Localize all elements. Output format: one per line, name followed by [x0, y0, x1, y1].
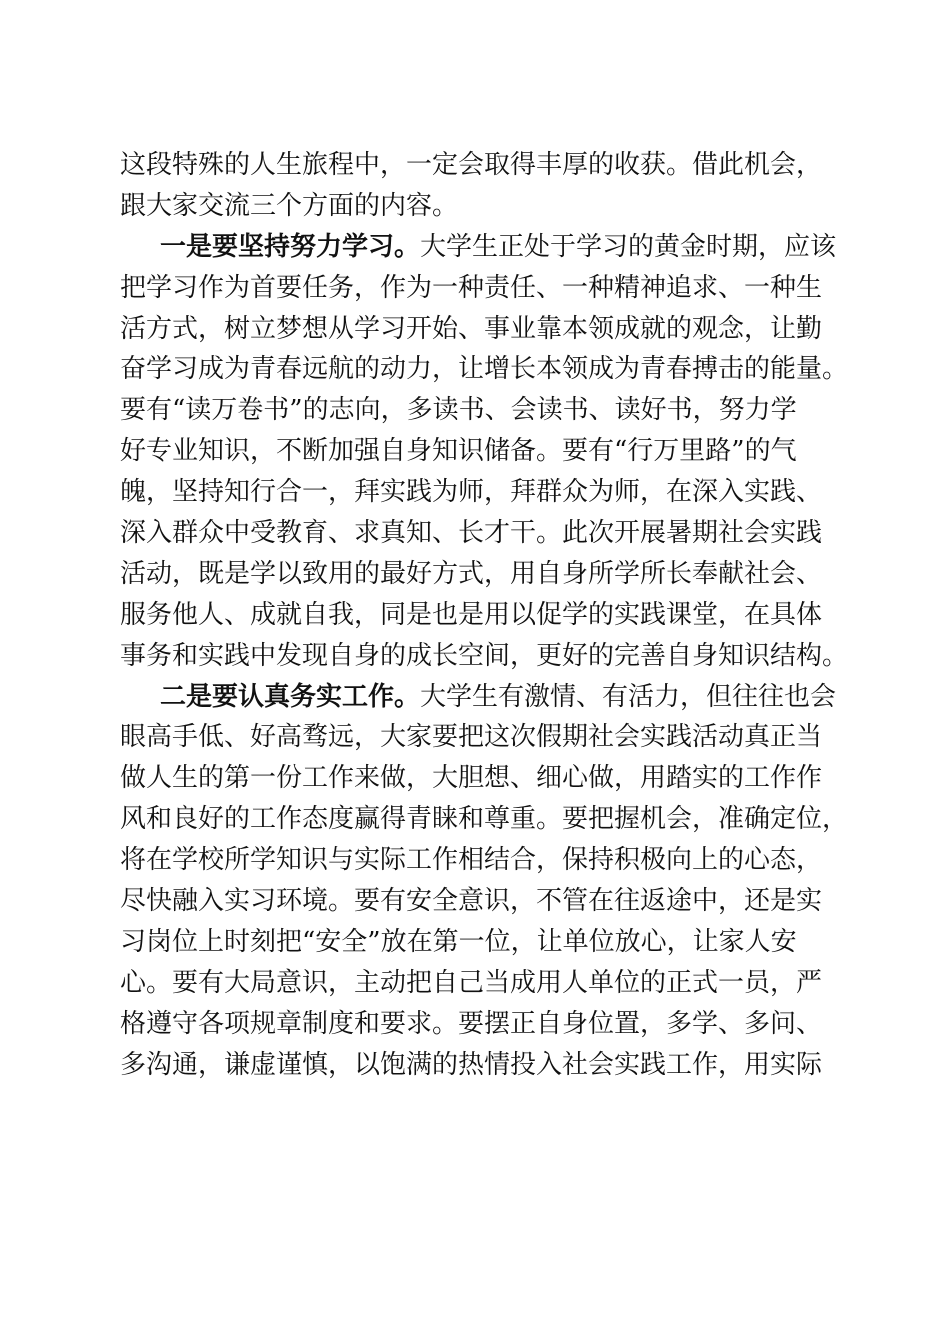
text-line: 做人生的第一份工作来做，大胆想、细心做，用踏实的工作作: [120, 763, 823, 794]
text-line: 将在学校所学知识与实际工作相结合，保持积极向上的心态，: [120, 845, 823, 876]
text-line: 魄，坚持知行合一，拜实践为师，拜群众为师，在深入实践、: [120, 477, 823, 508]
text-line: 活动，既是学以致用的最好方式，用自身所学所长奉献社会、: [120, 558, 823, 589]
paragraph-2: [120, 227, 849, 677]
text-line: 事务和实践中发现自身的成长空间，更好的完善自身知识结构。: [120, 640, 849, 671]
text-line: 活方式，树立梦想从学习开始、事业靠本领成就的观念，让勤: [120, 313, 823, 344]
section-heading: 二是要认真务实工作。: [160, 681, 421, 712]
text-line: 心。要有大局意识，主动把自己当成用人单位的正式一员，严: [120, 967, 823, 998]
paragraph-1: [120, 145, 835, 227]
text-line: 这段特殊的人生旅程中，一定会取得丰厚的收获。借此机会，: [120, 150, 823, 180]
text-line: 把学习作为首要任务，作为一种责任、一种精神追求、一种生: [120, 272, 823, 303]
text-line: 要有“读万卷书”的志向，多读书、会读书、读好书，努力学: [120, 395, 797, 426]
paragraph-first-line: [120, 677, 835, 718]
text-line: 多沟通，谦虚谨慎，以饱满的热情投入社会实践工作，用实际: [120, 1049, 823, 1080]
text-line: 眼高手低、好高骛远，大家要把这次假期社会实践活动真正当: [120, 722, 823, 753]
body-text: [120, 145, 849, 1085]
text-line: 服务他人、成就自我，同是也是用以促学的实践课堂，在具体: [120, 599, 823, 630]
text-line: 习岗位上时刻把“安全”放在第一位，让单位放心，让家人安: [120, 926, 797, 957]
text-line: 风和良好的工作态度赢得青睐和尊重。要把握机会，准确定位，: [120, 804, 849, 835]
text-line: 奋学习成为青春远航的动力，让增长本领成为青春搏击的能量。: [120, 354, 849, 385]
text-line: 深入群众中受教育、求真知、长才干。此次开展暑期社会实践: [120, 518, 823, 549]
text-line: 尽快融入实习环境。要有安全意识，不管在往返途中，还是实: [120, 886, 823, 917]
text-line: 好专业知识，不断加强自身知识储备。要有“行万里路”的气: [120, 436, 797, 467]
text-line: 跟大家交流三个方面的内容。: [120, 190, 459, 221]
text-run: 大学生正处于学习的黄金时期，应该: [420, 231, 837, 262]
paragraph-3: [120, 677, 849, 1086]
paragraph-first-line: [120, 227, 835, 268]
text-run: 大学生有激情、有活力，但往往也会: [420, 681, 837, 712]
text-line: 格遵守各项规章制度和要求。要摆正自身位置，多学、多问、: [120, 1008, 823, 1039]
section-heading: 一是要坚持努力学习。: [160, 231, 421, 262]
